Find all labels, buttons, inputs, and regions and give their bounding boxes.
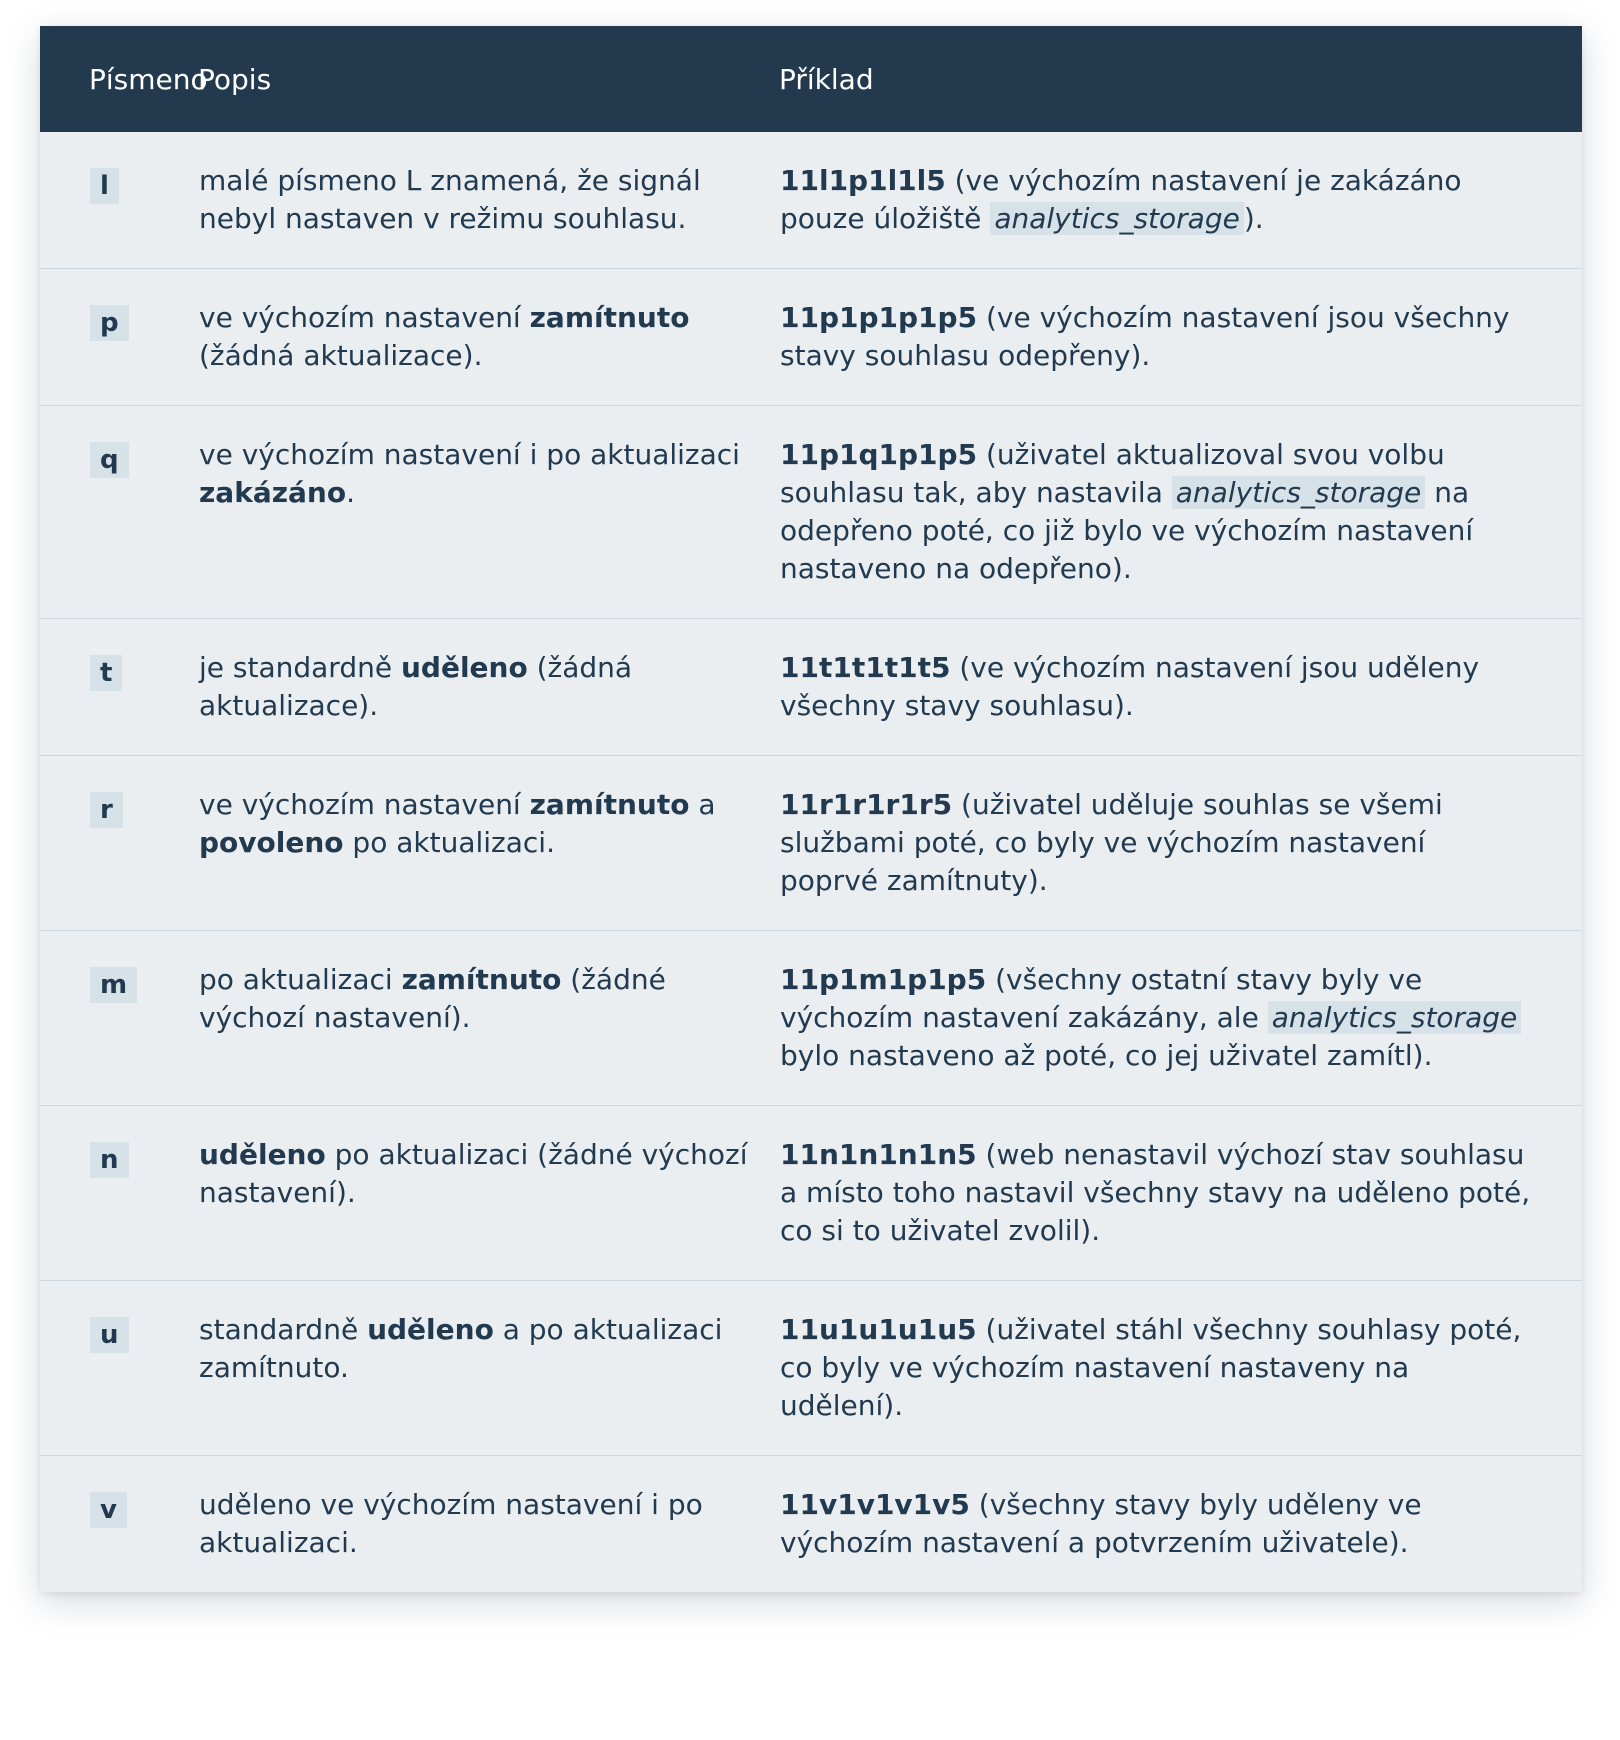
- table-row: [40, 756, 1582, 931]
- bold-text: zamítnuto: [529, 788, 690, 821]
- description-cell: [198, 406, 779, 619]
- text-segment: (žádné výchozí nastavení).: [199, 963, 666, 1034]
- table-row: [40, 1456, 1582, 1593]
- text-segment: (žádná aktualizace).: [199, 339, 483, 372]
- description-cell: [198, 1456, 779, 1593]
- text-segment: ve výchozím nastavení i po aktualizaci: [199, 438, 740, 471]
- letter-cell: [40, 269, 198, 406]
- text-segment: bylo nastaveno až poté, co jej uživatel zamítl).: [780, 1039, 1433, 1072]
- text-segment: malé písmeno L znamená, že signál nebyl nastaven v režimu souhlasu.: [199, 164, 701, 235]
- letter-cell: [40, 931, 198, 1106]
- bold-text: zamítnuto: [529, 301, 690, 334]
- table: [40, 26, 1582, 1592]
- bold-text: 11r1r1r1r5: [780, 788, 953, 821]
- bold-text: 11t1t1t1t5: [780, 651, 951, 684]
- text-segment: je standardně: [199, 651, 401, 684]
- bold-text: zamítnuto: [401, 963, 562, 996]
- table-body: [40, 132, 1582, 1592]
- consent-letter-table: [40, 26, 1582, 1592]
- table-row: [40, 132, 1582, 269]
- header-row: [40, 26, 1582, 132]
- table-row: [40, 1281, 1582, 1456]
- example-cell: [779, 1456, 1582, 1593]
- text-segment: (uživatel uděluje souhlas se všemi službami poté, co byly ve výchozím nastavení poprvé zamítnuty).: [780, 788, 1443, 897]
- text-segment: a po aktualizaci zamítnuto.: [199, 1313, 723, 1384]
- description-cell: [198, 756, 779, 931]
- bold-text: zakázáno: [199, 476, 347, 509]
- letter-cell: [40, 406, 198, 619]
- bold-text: 11v1v1v1v5: [780, 1488, 970, 1521]
- letter-cell: [40, 619, 198, 756]
- header-letter: Písmeno: [89, 62, 208, 96]
- letter-cell: [40, 1281, 198, 1456]
- text-segment: standardně: [199, 1313, 368, 1346]
- example-cell: [779, 269, 1582, 406]
- code-term: analytics_storage: [1172, 476, 1426, 509]
- bold-text: uděleno: [367, 1313, 494, 1346]
- letter-code: n: [90, 1142, 129, 1178]
- table-row: [40, 1106, 1582, 1281]
- letter-code: u: [90, 1317, 129, 1353]
- bold-text: 11p1p1p1p5: [780, 301, 978, 334]
- text-segment: po aktualizaci.: [343, 826, 555, 859]
- table-row: [40, 269, 1582, 406]
- bold-text: 11p1m1p1p5: [780, 963, 987, 996]
- table-row: [40, 406, 1582, 619]
- bold-text: povoleno: [199, 826, 344, 859]
- header-description: Popis: [198, 62, 272, 96]
- description-cell: [198, 132, 779, 269]
- example-cell: [779, 1106, 1582, 1281]
- example-cell: [779, 132, 1582, 269]
- letter-code: p: [90, 305, 129, 341]
- text-segment: (ve výchozím nastavení jsou uděleny všechny stavy souhlasu).: [780, 651, 1480, 722]
- table-row: [40, 619, 1582, 756]
- text-segment: a: [689, 788, 716, 821]
- bold-text: 11p1q1p1p5: [780, 438, 978, 471]
- letter-cell: [40, 1456, 198, 1593]
- text-segment: (žádná aktualizace).: [199, 651, 633, 722]
- bold-text: uděleno: [400, 651, 528, 684]
- letter-code: t: [90, 655, 122, 691]
- letter-cell: [40, 132, 198, 269]
- text-segment: ve výchozím nastavení: [199, 301, 530, 334]
- code-term: analytics_storage: [990, 202, 1244, 235]
- text-segment: ve výchozím nastavení: [199, 788, 530, 821]
- letter-code: m: [90, 967, 137, 1003]
- description-cell: [198, 619, 779, 756]
- bold-text: 11n1n1n1n5: [780, 1138, 977, 1171]
- table-row: [40, 931, 1582, 1106]
- header-example: Příklad: [779, 62, 874, 96]
- code-term: analytics_storage: [1268, 1001, 1522, 1034]
- text-segment: ).: [1243, 202, 1264, 235]
- text-segment: na odepřeno poté, co již bylo ve výchozím nastavení nastaveno na odepřeno).: [780, 476, 1474, 585]
- bold-text: 11u1u1u1u5: [780, 1313, 977, 1346]
- example-cell: [779, 1281, 1582, 1456]
- text-segment: po aktualizaci: [199, 963, 402, 996]
- letter-code: r: [90, 792, 123, 828]
- bold-text: uděleno: [199, 1138, 326, 1171]
- text-segment: (uživatel stáhl všechny souhlasy poté, co byly ve výchozím nastavení nastaveny na udělení).: [780, 1313, 1522, 1422]
- description-cell: [198, 1106, 779, 1281]
- letter-code: q: [90, 442, 129, 478]
- text-segment: (ve výchozím nastavení je zakázáno pouze úložiště: [780, 164, 1462, 235]
- table-header: [40, 26, 1582, 132]
- letter-cell: [40, 756, 198, 931]
- text-segment: (web nenastavil výchozí stav souhlasu a místo toho nastavil všechny stavy na uděleno poté, co si to uživatel zvolil).: [780, 1138, 1531, 1247]
- text-segment: (všechny stavy byly uděleny ve výchozím nastavení a potvrzením uživatele).: [780, 1488, 1422, 1559]
- description-cell: [198, 931, 779, 1106]
- example-cell: [779, 756, 1582, 931]
- example-cell: [779, 619, 1582, 756]
- description-cell: [198, 1281, 779, 1456]
- bold-text: 11l1p1l1l5: [780, 164, 946, 197]
- text-segment: .: [346, 476, 355, 509]
- text-segment: po aktualizaci (žádné výchozí nastavení).: [199, 1138, 748, 1209]
- letter-cell: [40, 1106, 198, 1281]
- example-cell: [779, 406, 1582, 619]
- text-segment: uděleno ve výchozím nastavení i po aktualizaci.: [199, 1488, 703, 1559]
- letter-code: l: [90, 168, 119, 204]
- example-cell: [779, 931, 1582, 1106]
- text-segment: (všechny ostatní stavy byly ve výchozím nastavení zakázány, ale: [780, 963, 1423, 1034]
- text-segment: (ve výchozím nastavení jsou všechny stavy souhlasu odepřeny).: [780, 301, 1510, 372]
- text-segment: (uživatel aktualizoval svou volbu souhlasu tak, aby nastavila: [780, 438, 1445, 509]
- letter-code: v: [90, 1492, 127, 1528]
- description-cell: [198, 269, 779, 406]
